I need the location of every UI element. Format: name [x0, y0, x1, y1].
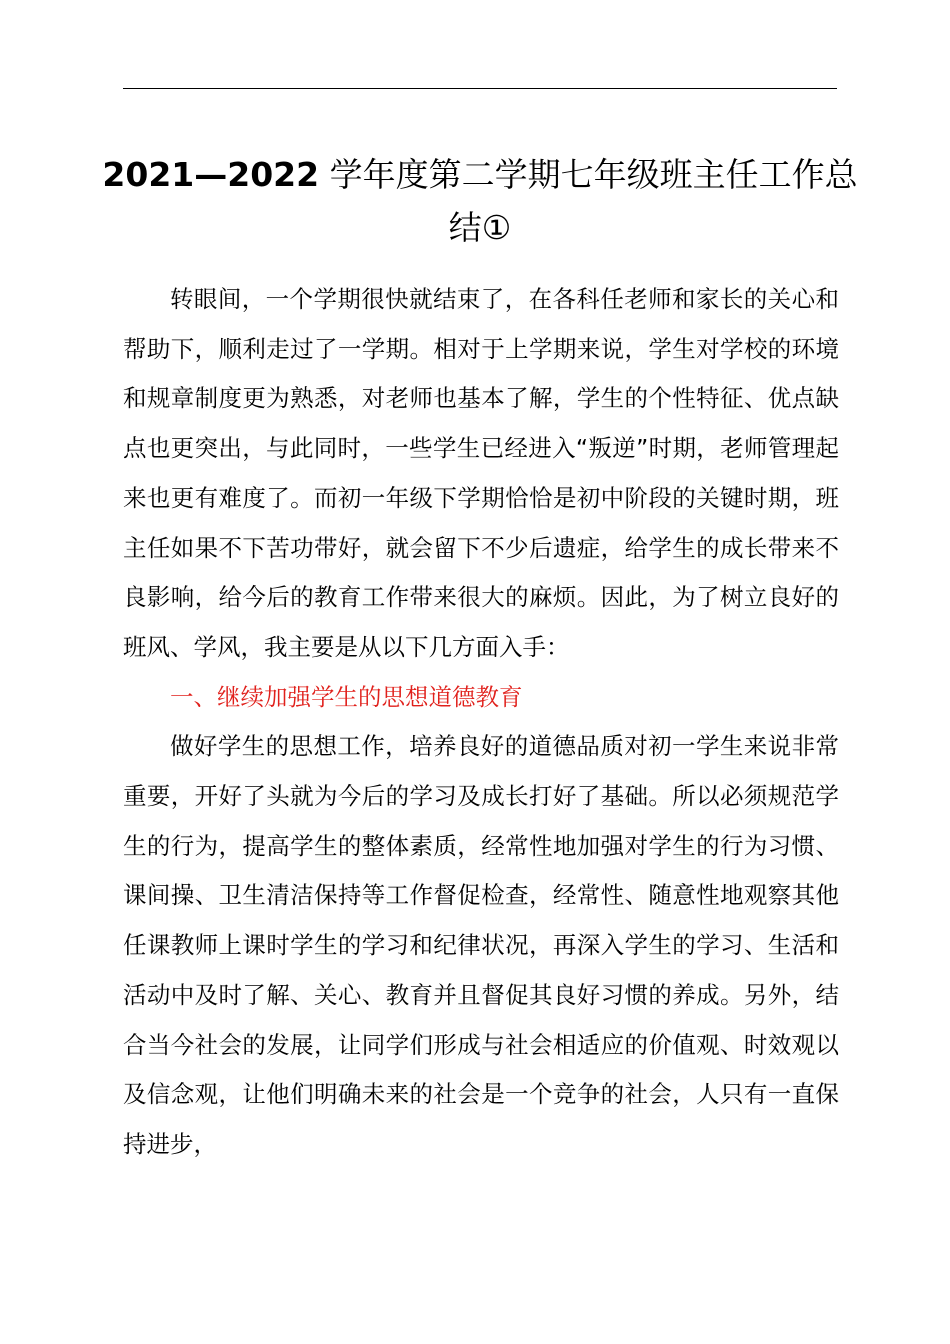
header-rule — [123, 88, 837, 89]
title-year-range: 2021—2022 — [102, 155, 320, 194]
section-1-paragraph: 做好学生的思想工作，培养良好的道德品质对初一学生来说非常重要，开好了头就为今后的学习及成长打好了基础。所以必须规范学生的行为，提高学生的整体素质，经常性地加强对学生的行为习惯、课间操、卫生清洁保持等工作督促检查，经常性、随意性地观察其他任课教师上课时学生的学习和纪律状况，再深入学生的学习、生活和活动中及时了解、关心、教育并且督促其良好习惯的养成。另外，结合当今社会的发展，让同学们形成与社会相适应的价值观、时效观以及信念观，让他们明确未来的社会是一个竞争的社会，人只有一直保持进步， — [123, 732, 839, 1158]
intro-paragraph: 转眼间，一个学期很快就结束了，在各科任老师和家长的关心和帮助下，顺利走过了一学期。相对于上学期来说，学生对学校的环境和规章制度更为熟悉，对老师也基本了解，学生的个性特征、优点缺点也更突出，与此同时，一些学生已经进入“叛逆”时期，老师管理起来也更有难度了。而初一年级下学期恰恰是初中阶段的关键时期，班主任如果不下苦功带好，就会留下不少后遗症，给学生的成长带来不良影响，给今后的教育工作带来很大的麻烦。因此，为了树立良好的班风、学风，我主要是从以下几方面入手： — [123, 285, 839, 661]
section-heading-1: 一、继续加强学生的思想道德教育 — [170, 682, 523, 711]
document-body — [123, 275, 839, 1170]
title-text: 学年度第二学期七年级班主任工作总结① — [329, 155, 858, 247]
page-title — [100, 148, 860, 254]
